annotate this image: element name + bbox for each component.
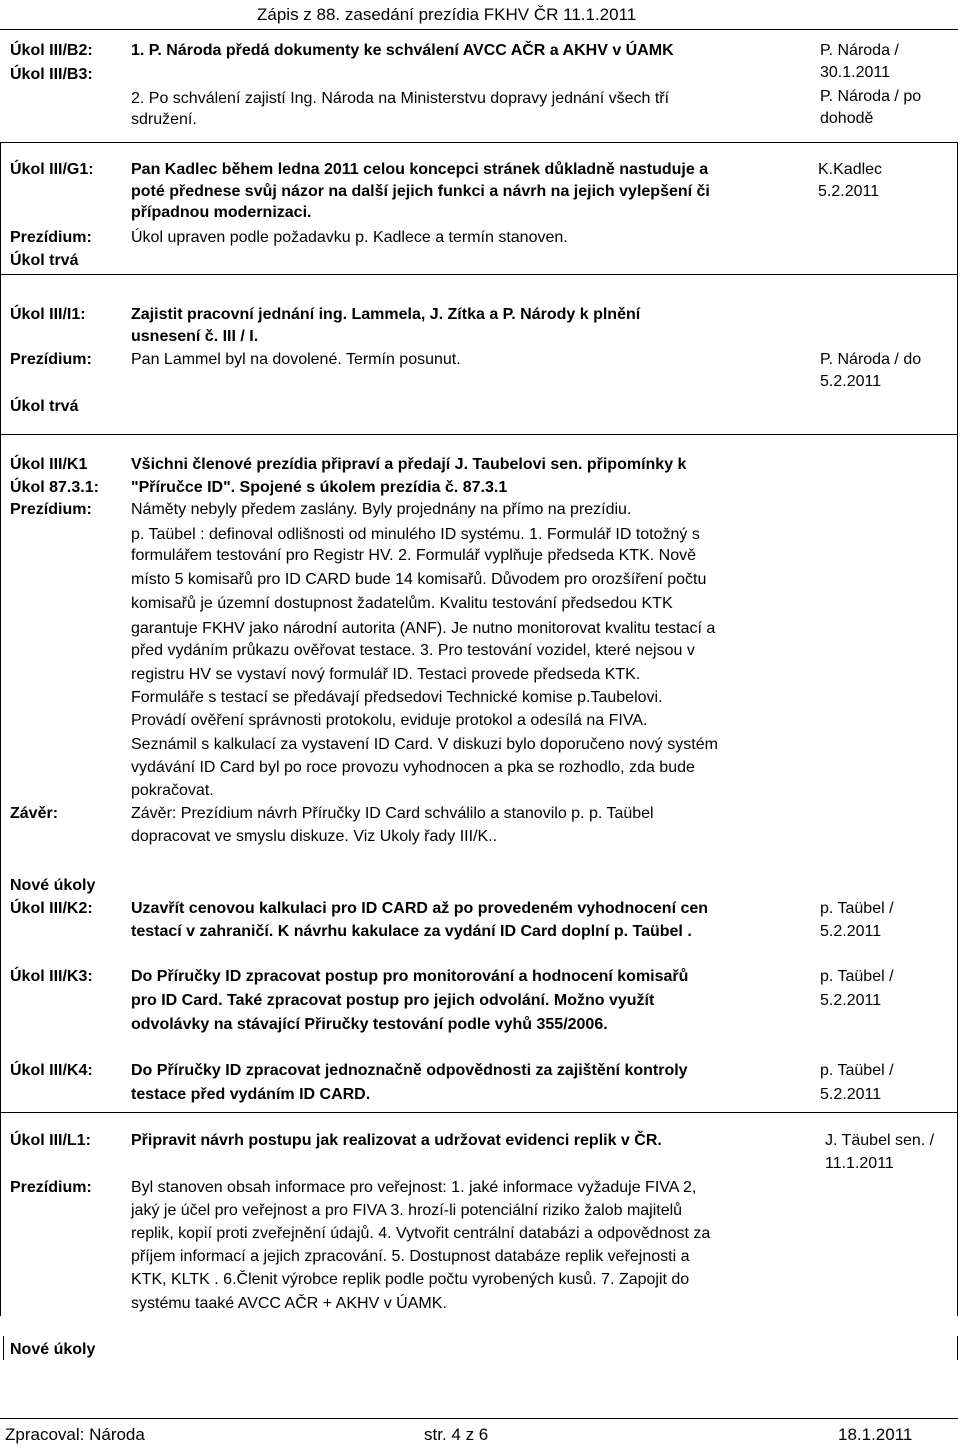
task-text-line: Připravit návrh postupu jak realizovat a udržovat evidenci replik v ČR. xyxy=(131,1132,662,1149)
section-border-right xyxy=(957,434,958,1112)
task-label-l1: Úkol III/L1: xyxy=(10,1132,91,1149)
section-border-right xyxy=(957,1336,958,1360)
responsible-date: 5.2.2011 xyxy=(820,373,882,390)
task-label-b3: Úkol III/B3: xyxy=(10,66,93,83)
task-text-line: 2. Po schválení zajistí Ing. Národa na Ministerstvu dopravy jednání všech tří xyxy=(131,90,670,107)
section-divider xyxy=(0,142,958,143)
task-text-line: testace před vydáním ID CARD. xyxy=(131,1086,371,1103)
presidium-note: formulářem testování pro Registr HV. 2. Formulář vyplňuje předseda KTK. Nově xyxy=(131,547,696,564)
task-label-k2: Úkol III/K2: xyxy=(10,900,93,917)
presidium-note: Byl stanoven obsah informace pro veřejnost: 1. jaké informace vyžaduje FIVA 2, xyxy=(131,1179,697,1196)
footer-rule xyxy=(0,1418,958,1419)
section-border-left xyxy=(0,274,1,434)
presidium-note: garantuje FKHV jako národní autorita (ANF). Je nutno monitorovat kvalitu testací a xyxy=(131,620,716,637)
task-text-line: usnesení č. III / I. xyxy=(131,328,259,345)
responsible-date: 5.2.2011 xyxy=(818,183,880,200)
presidium-note: komisařů je územní dostupnost žadatelům. Kvalitu testování předsedou KTK xyxy=(131,595,673,612)
task-label-presidium: Prezídium: xyxy=(10,1179,92,1196)
responsible-text: p. Taübel / xyxy=(820,900,894,917)
task-text-line: 1. P. Národa předá dokumenty ke schválení AVCC AČR a AKHV v ÚAMK xyxy=(131,42,674,59)
task-text-line: Zajistit pracovní jednání ing. Lammela, J. Zítka a P. Národy k plnění xyxy=(131,306,641,323)
responsible-text: p. Taübel / xyxy=(820,1062,894,1079)
task-label-k3: Úkol III/K3: xyxy=(10,968,93,985)
footer-author: Zpracoval: Národa xyxy=(5,1425,145,1444)
task-text-line: Všichni členové prezídia připraví a předají J. Taubelovi sen. připomínky k xyxy=(131,456,687,473)
presidium-note: Seznámil s kalkulací za vystavení ID Card. V diskuzi bylo doporučeno nový systém xyxy=(131,736,718,753)
task-text-line: Uzavřít cenovou kalkulaci pro ID CARD až po provedeném vyhodnocení cen xyxy=(131,900,709,917)
presidium-note: vydávání ID Card byl po roce provozu vyhodnocen a pka se rozhodlo, zda bude xyxy=(131,759,695,776)
task-label-status: Úkol trvá xyxy=(10,252,79,269)
presidium-note: před vydáním průkazu ověřovat testace. 3. Pro testování vozidel, které nejsou v xyxy=(131,642,695,659)
task-label-873: Úkol 87.3.1: xyxy=(10,479,99,496)
task-label-k1: Úkol III/K1 xyxy=(10,456,88,473)
task-label-presidium: Prezídium: xyxy=(10,229,92,246)
presidium-note: Formuláře s testací se předávají předsedovi Technické komise p.Taubelovi. xyxy=(131,689,663,706)
section-divider xyxy=(0,1112,958,1113)
section-border-right xyxy=(957,142,958,274)
responsible-date: 5.2.2011 xyxy=(820,1086,882,1103)
task-label-status: Úkol trvá xyxy=(10,398,79,415)
presidium-note: systému taaké AVCC AČR + AKHV v ÚAMK. xyxy=(131,1295,447,1312)
responsible-date: 30.1.2011 xyxy=(820,64,890,81)
section-border-left xyxy=(0,434,1,1112)
presidium-note: pokračovat. xyxy=(131,782,214,799)
responsible-date: 11.1.2011 xyxy=(825,1155,894,1172)
presidium-note: KTK, KLTK . 6.Členit výrobce replik podle počtu vyrobených kusů. 7. Zapojit do xyxy=(131,1271,690,1288)
section-border-left xyxy=(0,1112,1,1316)
task-text-line: pro ID Card. Také zpracovat postup pro jejich odvolání. Možno využít xyxy=(131,992,655,1009)
presidium-note: Úkol upraven podle požadavku p. Kadlece a termín stanoven. xyxy=(131,229,568,246)
task-text-line: testací v zahraničí. K návrhu kakulace za vydání ID Card doplní p. Taübel . xyxy=(131,923,692,940)
section-border-right xyxy=(957,274,958,434)
section-divider xyxy=(0,274,958,275)
conclusion-text: dopracovat ve smyslu diskuze. Viz Ukoly řady III/K.. xyxy=(131,828,498,845)
document-header-title: Zápis z 88. zasedání prezídia FKHV ČR 11.1.2011 xyxy=(257,5,637,24)
presidium-note: Náměty nebyly předem zaslány. Byly projednány na přímo na prezídiu. xyxy=(131,501,632,518)
task-text-line: Do Příručky ID zpracovat jednoznačně odpovědnosti za zajištění kontroly xyxy=(131,1062,688,1079)
presidium-note: místo 5 komisařů pro ID CARD bude 14 komisařů. Důvodem pro orozšíření počtu xyxy=(131,571,707,588)
section-divider xyxy=(0,434,958,435)
responsible-text: P. Národa / xyxy=(820,42,899,59)
task-label-i1: Úkol III/I1: xyxy=(10,306,86,323)
responsible-date: 5.2.2011 xyxy=(820,992,882,1009)
task-label-g1: Úkol III/G1: xyxy=(10,161,94,178)
responsible-date: 5.2.2011 xyxy=(820,923,882,940)
task-label-presidium: Prezídium: xyxy=(10,351,92,368)
task-text-line: případnou modernizaci. xyxy=(131,204,312,221)
responsible-text: p. Taübel / xyxy=(820,968,894,985)
presidium-note: jaký je účel pro veřejnost a pro FIVA 3. hrozí-li potenciální riziko žalob majitelů xyxy=(131,1202,683,1219)
responsible-date: dohodě xyxy=(820,110,874,127)
section-border-right xyxy=(957,1112,958,1316)
presidium-note: registru HV se vystaví nový formulář ID. Testaci provede předseda KTK. xyxy=(131,666,641,683)
responsible-text: K.Kadlec xyxy=(818,161,883,178)
presidium-note: příjem informací a jejich zpracování. 5. Dostupnost databáze replik veřejnosti a xyxy=(131,1248,690,1265)
responsible-text: J. Täubel sen. / xyxy=(825,1132,935,1149)
task-text-line: sdružení. xyxy=(131,111,197,128)
task-text-line: odvolávky na stávající Přiručky testování podle vyhů 355/2006. xyxy=(131,1016,608,1033)
presidium-note: Pan Lammel byl na dovolené. Termín posunut. xyxy=(131,351,461,368)
presidium-note: p. Taübel : definoval odlišnosti od minulého ID systému. 1. Formulář ID totožný s xyxy=(131,526,700,543)
presidium-note: replik, kopií proti zveřejnění údajů. 4. Vytvořit centrální databázi a odpovědnost za xyxy=(131,1225,711,1242)
task-label-k4: Úkol III/K4: xyxy=(10,1062,93,1079)
task-text-line: Do Příručky ID zpracovat postup pro monitorování a hodnocení komisařů xyxy=(131,968,689,985)
responsible-text: P. Národa / do xyxy=(820,351,922,368)
task-label-b2: Úkol III/B2: xyxy=(10,42,93,59)
section-border-left xyxy=(3,1336,4,1360)
new-tasks-heading: Nové úkoly xyxy=(10,877,96,894)
responsible-text: P. Národa / po xyxy=(820,88,922,105)
task-text-line: poté přednese svůj názor na další jejich funkci a návrh na jejich vylepšení či xyxy=(131,183,710,200)
conclusion-text: Závěr: Prezídium návrh Příručky ID Card schválilo a stanovilo p. p. Taübel xyxy=(131,805,654,822)
task-label-presidium: Prezídium: xyxy=(10,501,92,518)
task-text-line: Pan Kadlec během ledna 2011 celou koncepci stránek důkladně nastuduje a xyxy=(131,161,709,178)
task-label-conclusion: Závěr: xyxy=(10,805,59,822)
task-text-line: "Příručce ID". Spojené s úkolem prezídia č. 87.3.1 xyxy=(131,479,508,496)
footer-date: 18.1.2011 xyxy=(838,1425,913,1444)
presidium-note: Provádí ověření správnosti protokolu, eviduje protokol a odesílá na FIVA. xyxy=(131,712,648,729)
header-rule xyxy=(0,29,958,30)
new-tasks-heading: Nové úkoly xyxy=(10,1341,96,1358)
footer-page-number: str. 4 z 6 xyxy=(424,1425,489,1444)
section-border-left xyxy=(0,142,1,274)
